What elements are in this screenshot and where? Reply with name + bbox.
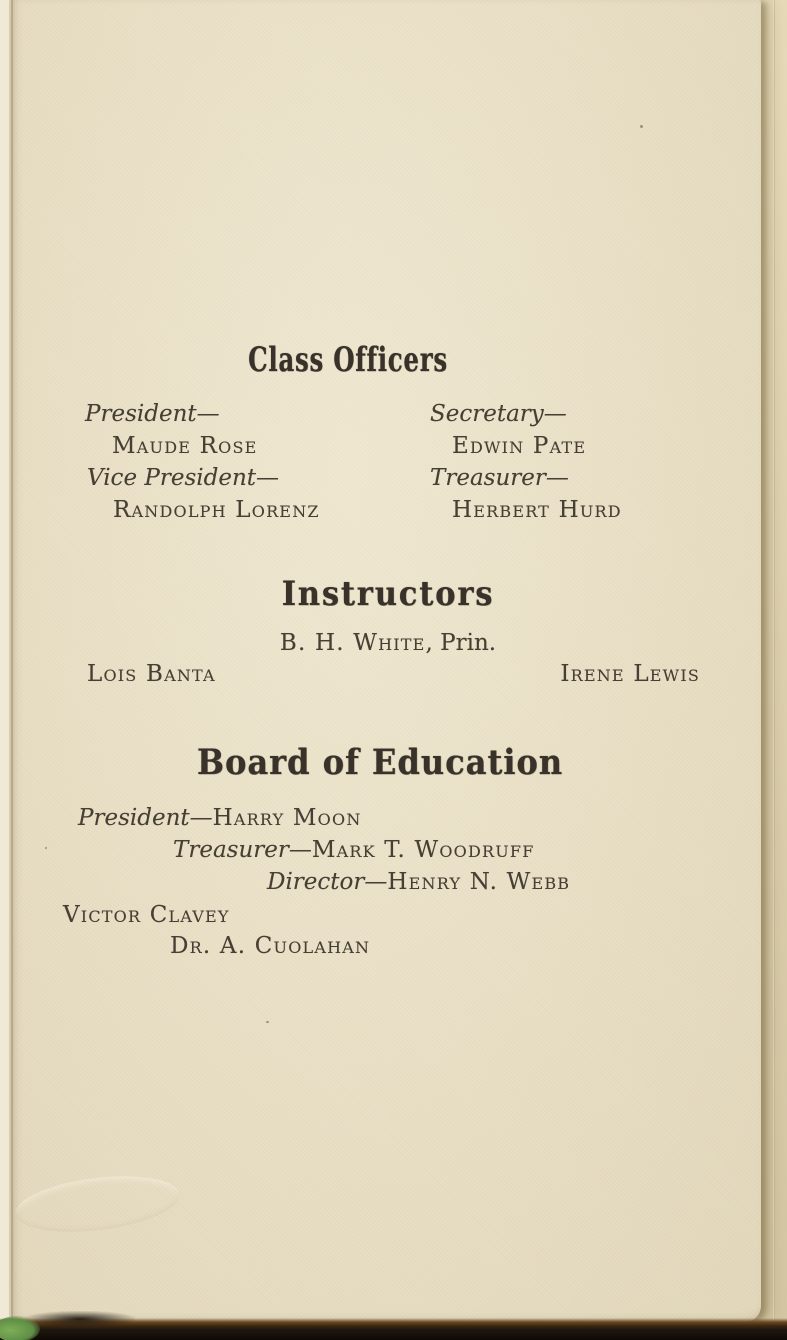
instructor-name-right: Irene Lewis xyxy=(560,661,700,687)
board-officer-line xyxy=(173,837,535,863)
main-page xyxy=(13,0,761,1322)
paper-wrinkle xyxy=(12,1168,182,1240)
paper-speck xyxy=(45,847,47,849)
principal-title-suffix: , Prin. xyxy=(425,630,497,656)
principal-name: B. H. White xyxy=(279,630,426,656)
officer-role: Vice President— xyxy=(87,465,279,491)
bottom-left-green-spot xyxy=(0,1316,40,1340)
board-role: Director— xyxy=(267,869,388,895)
paper-speck xyxy=(266,1021,269,1023)
board-member-name: Dr. A. Cuolahan xyxy=(170,933,371,959)
board-officer-line xyxy=(267,869,570,895)
board-name: Harry Moon xyxy=(212,805,362,831)
board-role: Treasurer— xyxy=(173,837,312,863)
officer-name: Maude Rose xyxy=(112,433,258,459)
officer-name: Herbert Hurd xyxy=(452,497,622,523)
bottom-edge-shadow-blob xyxy=(25,1311,135,1327)
board-name: Henry N. Webb xyxy=(387,869,571,895)
officer-role: Secretary— xyxy=(430,401,567,427)
left-page-edge-crease xyxy=(0,0,13,1340)
officer-name: Edwin Pate xyxy=(452,433,587,459)
board-officer-line xyxy=(78,805,362,831)
principal-line xyxy=(138,630,638,656)
instructors-heading: Instructors xyxy=(281,574,495,614)
officer-name: Randolph Lorenz xyxy=(113,497,320,523)
instructor-name-left: Lois Banta xyxy=(87,661,216,687)
paper-speck xyxy=(640,125,643,128)
board-member-name: Victor Clavey xyxy=(63,902,230,928)
board-of-education-heading: Board of Education xyxy=(196,742,564,783)
officer-role: Treasurer— xyxy=(430,465,569,491)
page-seam-line xyxy=(773,0,775,1340)
board-role: President— xyxy=(78,805,213,831)
officer-role: President— xyxy=(85,401,220,427)
class-officers-heading: Class Officers xyxy=(248,340,448,380)
board-name: Mark T. Woodruff xyxy=(311,837,535,863)
